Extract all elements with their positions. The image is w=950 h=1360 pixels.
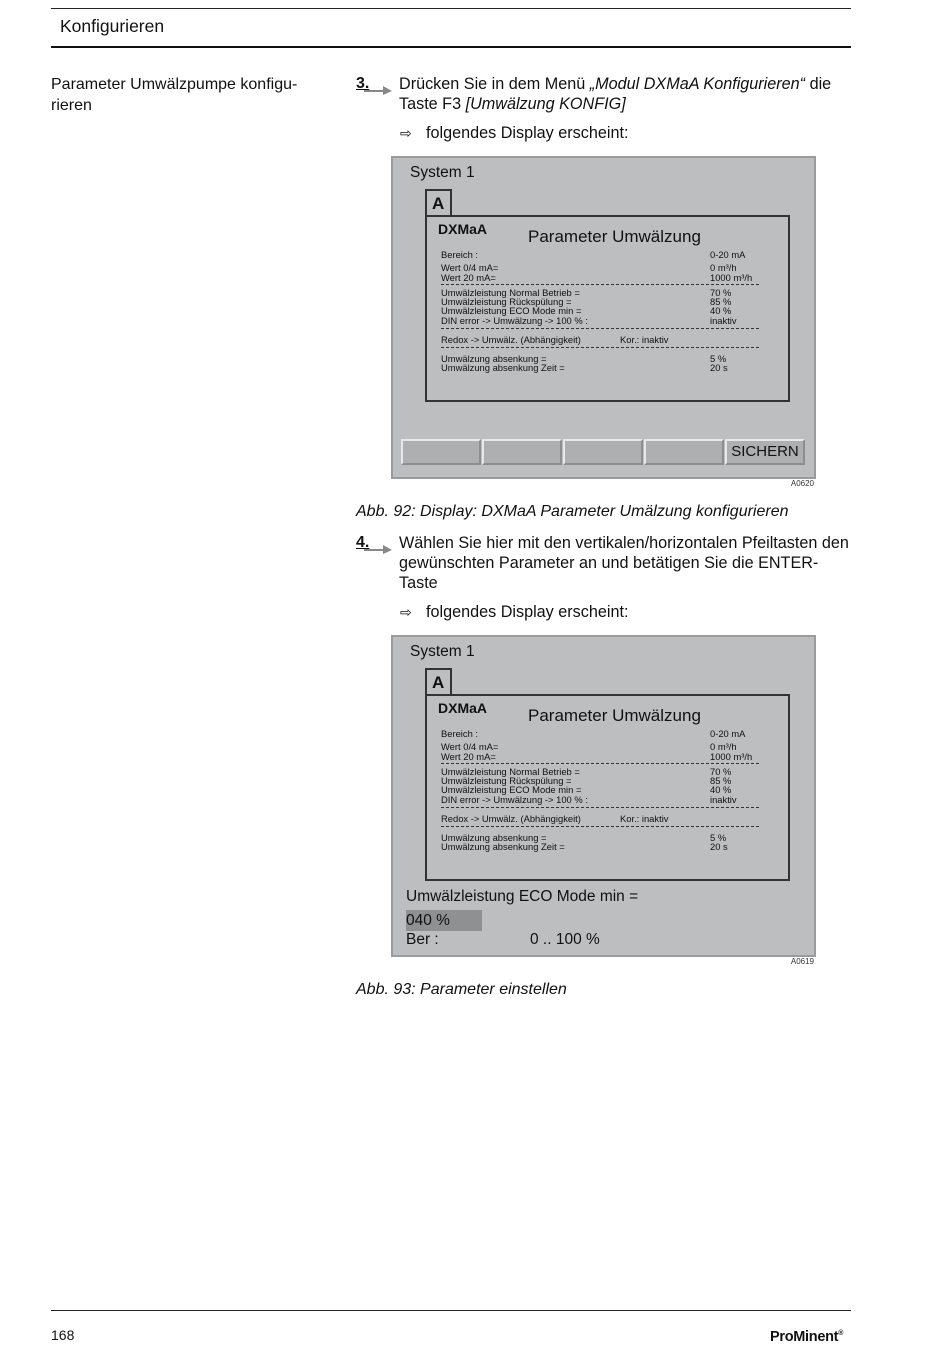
step-result (400, 123, 628, 143)
figure-id: A0620 (790, 479, 814, 488)
display-tab: A (425, 189, 452, 216)
display-title: Parameter Umwälzung (528, 706, 701, 725)
function-key-f3[interactable] (563, 439, 643, 465)
row-label: Wert 0/4 mA= (441, 741, 499, 752)
step-result (400, 602, 628, 622)
row-value: 5 % (710, 353, 727, 364)
step-text-mid: die Taste F3 (399, 75, 832, 113)
step-instruction (399, 74, 854, 114)
row-label: Umwälzleistung Normal Betrieb = (441, 287, 580, 298)
step-4 (356, 533, 851, 628)
row-value: 1000 m³/h (710, 751, 753, 762)
display-system-label: System 1 (410, 643, 475, 660)
display-panel (425, 215, 790, 402)
display-divider (441, 826, 759, 827)
row-value: 0-20 mA (710, 728, 746, 739)
step-text-pre: Drücken Sie in dem Menü (399, 75, 590, 93)
step-result-text: folgendes Display erscheint: (426, 124, 629, 142)
row-label: Umwälzleistung ECO Mode min = (441, 305, 582, 316)
step-number: 4. (356, 534, 370, 551)
footer-rule (51, 1310, 851, 1311)
row-value: Kor.: inaktiv (620, 813, 669, 824)
display-screen-1 (391, 156, 816, 479)
edit-parameter-label: Umwälzleistung ECO Mode min = (406, 888, 639, 905)
row-value: 1000 m³/h (710, 272, 753, 283)
row-label: Bereich : (441, 728, 478, 739)
row-value: 20 s (710, 362, 728, 373)
row-label: Umwälzung absenkung = (441, 832, 547, 843)
edit-range (406, 931, 600, 949)
row-label: Redox -> Umwälz. (Abhängigkeit) (441, 813, 581, 824)
display-tab: A (425, 668, 452, 695)
row-value: inaktiv (710, 794, 737, 805)
row-value: 0 m³/h (710, 741, 737, 752)
function-key-f2[interactable] (482, 439, 562, 465)
row-value: 85 % (710, 296, 732, 307)
row-label: Wert 20 mA= (441, 751, 496, 762)
display-divider (441, 763, 759, 764)
figure-caption: Abb. 92: Display: DXMaA Parameter Umälzung konfigurieren (356, 503, 789, 520)
step-arrow-icon (364, 542, 392, 554)
row-value: 70 % (710, 287, 732, 298)
row-value: Kor.: inaktiv (620, 334, 669, 345)
figure-id: A0619 (790, 957, 814, 966)
side-heading-text: Parameter Umwälzpumpe konfigu- rieren (51, 76, 298, 114)
result-arrow-icon: ⇨ (400, 125, 412, 141)
page-number: 168 (51, 1327, 75, 1343)
row-value: 85 % (710, 775, 732, 786)
brand-name: ProMinent (770, 1329, 839, 1345)
row-label: Redox -> Umwälz. (Abhängigkeit) (441, 334, 581, 345)
fkey-label: SICHERN (731, 443, 799, 460)
row-value: 0 m³/h (710, 262, 737, 273)
display-divider (441, 347, 759, 348)
row-value: 0-20 mA (710, 249, 746, 260)
display-panel (425, 694, 790, 881)
side-heading (51, 74, 321, 116)
display-divider (441, 328, 759, 329)
step-key-name: [Umwälzung KONFIG] (465, 95, 626, 113)
display-module: DXMaA (438, 221, 488, 237)
function-key-bar (401, 439, 806, 467)
row-label: Umwälzung absenkung Zeit = (441, 841, 565, 852)
range-label: Ber : (406, 931, 439, 948)
display-divider (441, 807, 759, 808)
brand-registered-mark: ® (838, 1330, 844, 1338)
row-label: Umwälzleistung Rückspülung = (441, 296, 572, 307)
sichern-button[interactable] (725, 439, 805, 465)
display-title: Parameter Umwälzung (528, 227, 701, 246)
row-label: DIN error -> Umwälzung -> 100 % : (441, 315, 588, 326)
display-divider (441, 284, 759, 285)
display-module: DXMaA (438, 700, 488, 716)
header-rule-bottom (51, 46, 851, 48)
step-result-text: folgendes Display erscheint: (426, 603, 629, 621)
display-system-label: System 1 (410, 164, 475, 181)
step-3 (356, 74, 851, 154)
function-key-f4[interactable] (644, 439, 724, 465)
row-value: 70 % (710, 766, 732, 777)
display-screen-2 (391, 635, 816, 957)
row-value: 20 s (710, 841, 728, 852)
row-label: Bereich : (441, 249, 478, 260)
step-arrow-icon (364, 83, 392, 95)
row-value: inaktiv (710, 315, 737, 326)
brand-logo (770, 1329, 843, 1345)
row-value: 5 % (710, 832, 727, 843)
step-menu-name: „Modul DXMaA Konfigurieren“ (589, 75, 806, 93)
page-section-title: Konfigurieren (60, 16, 165, 36)
row-label: Umwälzleistung Normal Betrieb = (441, 766, 580, 777)
row-label: Umwälzung absenkung = (441, 353, 547, 364)
range-value: 0 .. 100 % (530, 931, 600, 948)
row-label: DIN error -> Umwälzung -> 100 % : (441, 794, 588, 805)
row-label: Umwälzung absenkung Zeit = (441, 362, 565, 373)
step-number: 3. (356, 75, 370, 92)
row-label: Umwälzleistung Rückspülung = (441, 775, 572, 786)
row-label: Umwälzleistung ECO Mode min = (441, 784, 582, 795)
row-value: 40 % (710, 784, 732, 795)
result-arrow-icon: ⇨ (400, 604, 412, 620)
figure-caption: Abb. 93: Parameter einstellen (356, 981, 567, 998)
function-key-f1[interactable] (401, 439, 481, 465)
edit-value-field[interactable]: 040 % (406, 910, 482, 931)
row-label: Wert 20 mA= (441, 272, 496, 283)
header-rule-top (51, 8, 851, 9)
step-instruction: Wählen Sie hier mit den vertikalen/horizontalen Pfeiltasten den gewünschten Parameter an und betätigen Sie die ENTER-Taste (399, 534, 849, 592)
row-label: Wert 0/4 mA= (441, 262, 499, 273)
row-value: 40 % (710, 305, 732, 316)
